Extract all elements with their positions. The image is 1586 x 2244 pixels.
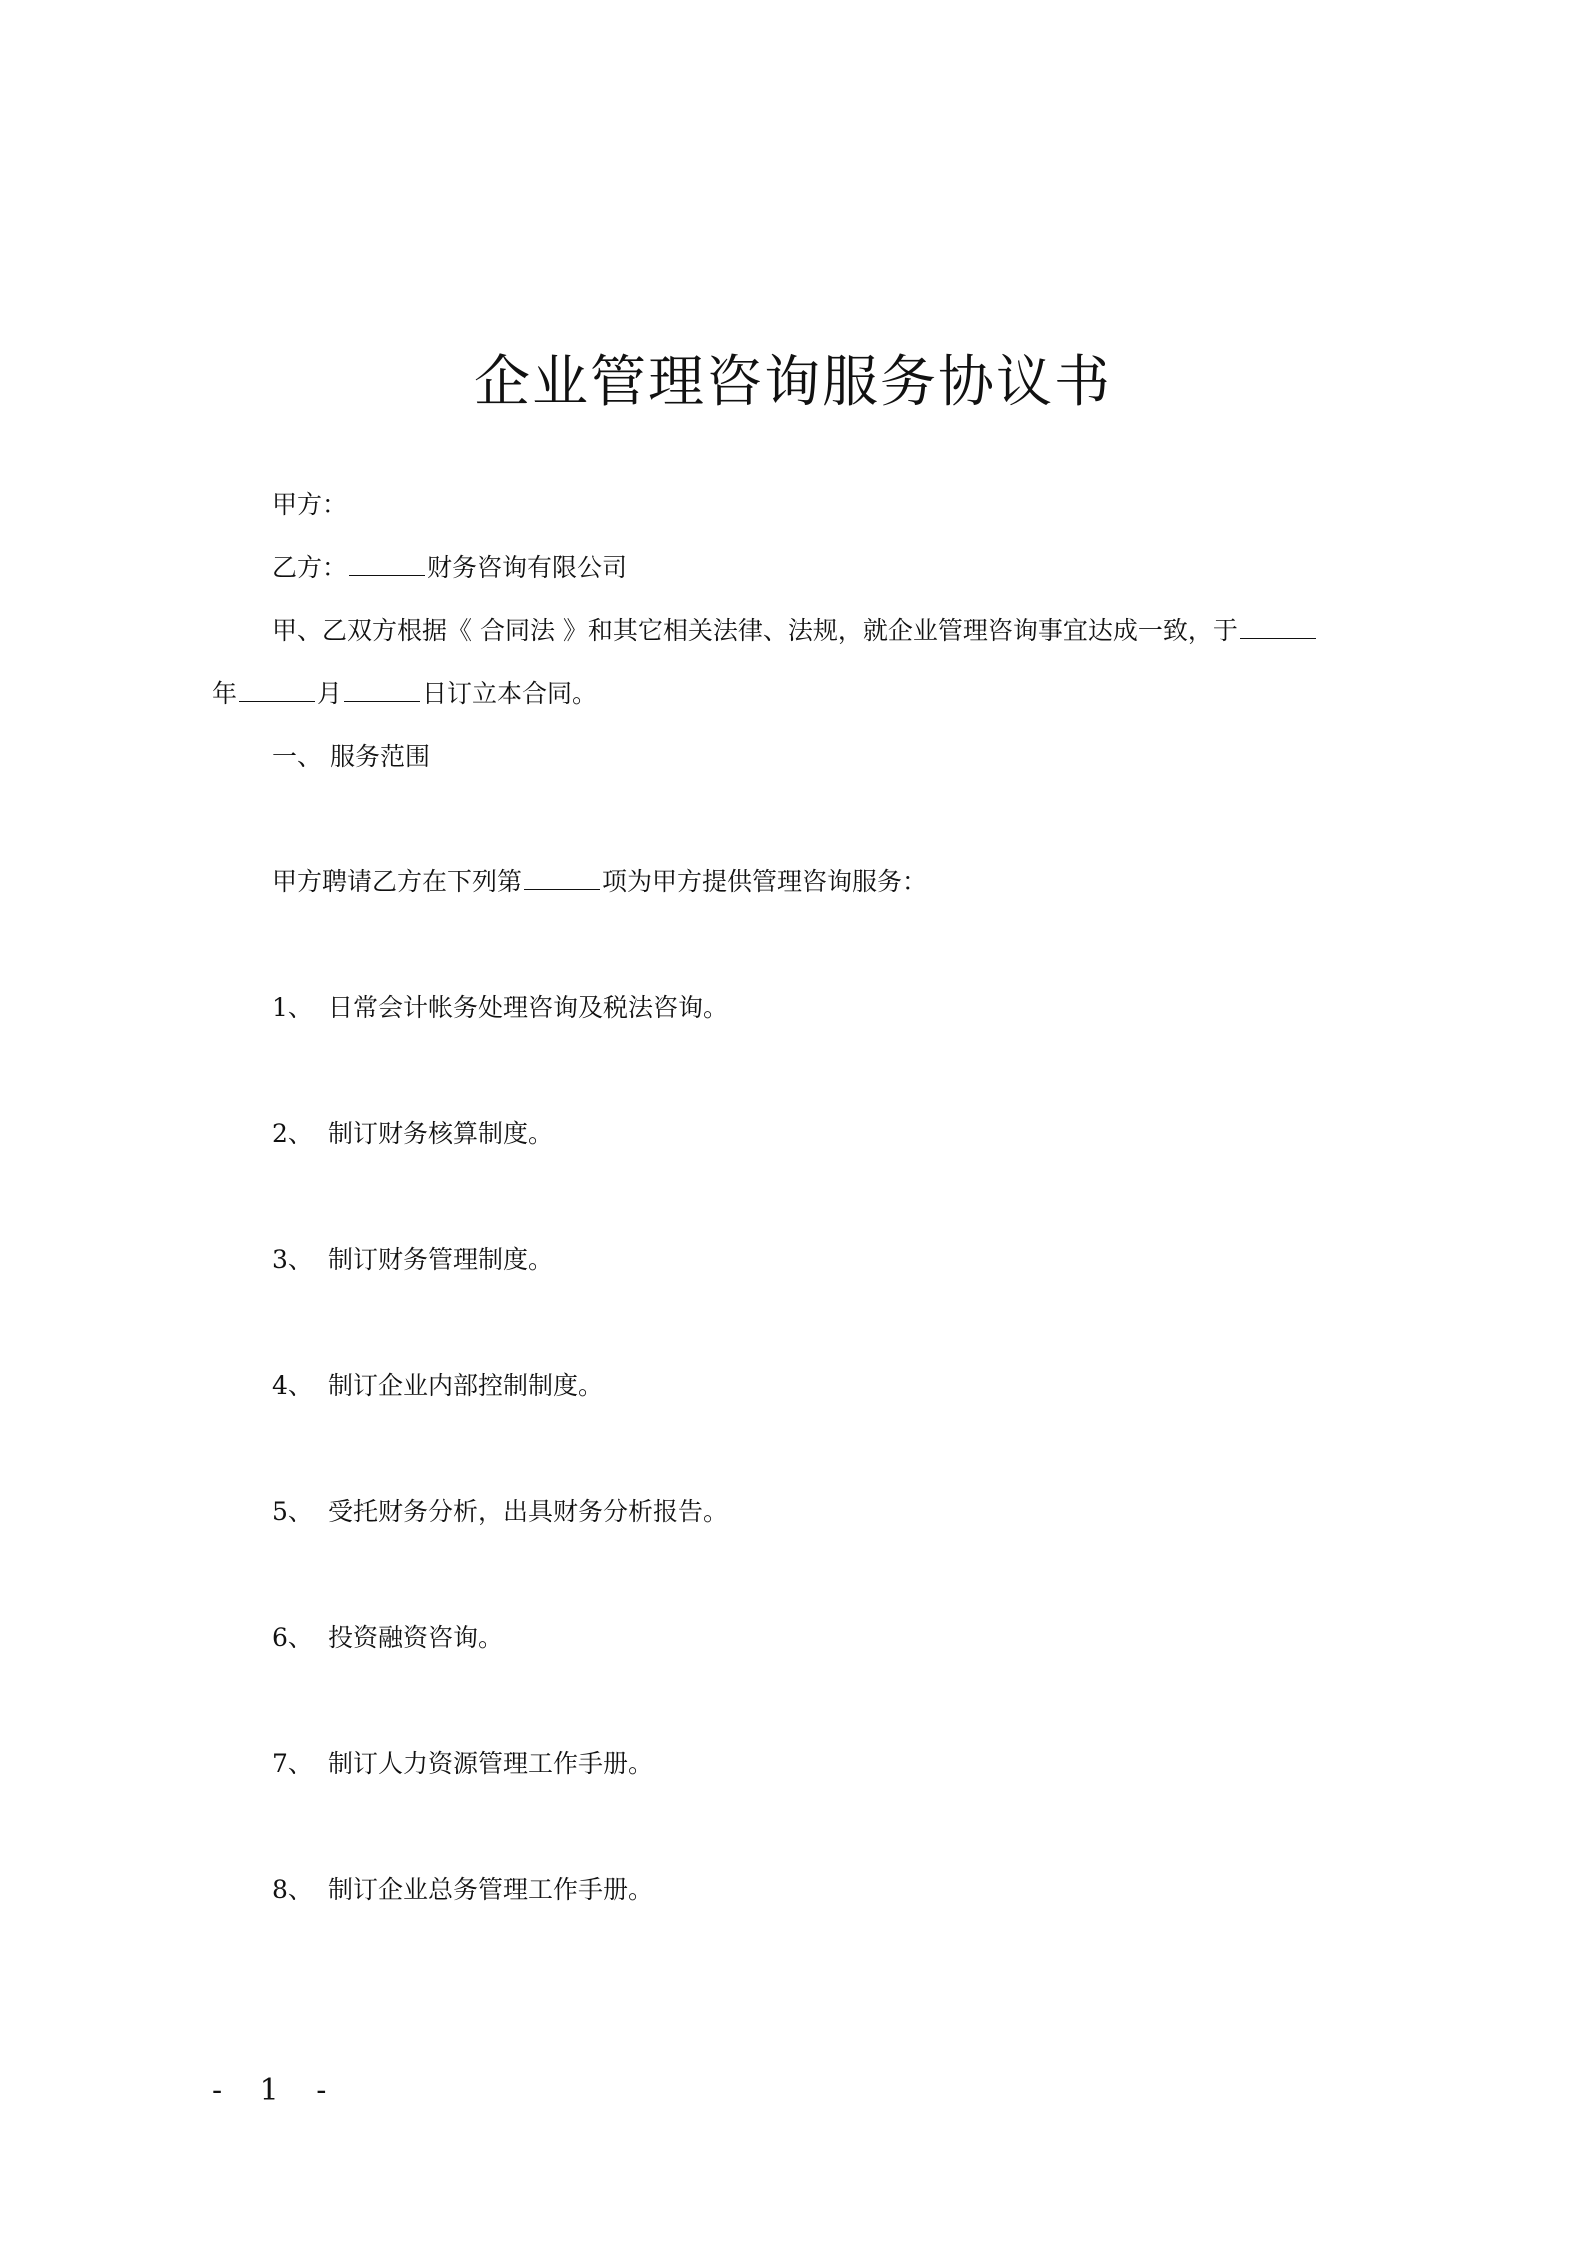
item-text: 制订财务核算制度。 [328, 1119, 554, 1148]
party-b-label: 乙方： [272, 553, 348, 582]
item-number: 1、 [272, 993, 313, 1022]
item-text: 受托财务分析，出具财务分析报告。 [328, 1497, 729, 1526]
item-count-blank [524, 888, 600, 890]
day-text: 日订立本合同。 [422, 679, 598, 708]
party-b-line [272, 548, 627, 584]
item-number: 4、 [272, 1371, 313, 1400]
party-b-company: 财务咨询有限公司 [427, 553, 628, 582]
hire-suffix: 项为甲方提供管理咨询服务： [602, 867, 928, 896]
date-blank-year [1240, 637, 1316, 639]
party-b-blank [349, 574, 425, 576]
date-blank-month [239, 700, 315, 702]
item-number: 3、 [272, 1245, 313, 1274]
intro-line-2 [212, 674, 597, 710]
party-a-label: 甲方： [272, 490, 348, 519]
page-number: - 1 - [212, 2073, 341, 2108]
item-text: 制订人力资源管理工作手册。 [328, 1749, 654, 1778]
party-a-line [272, 485, 347, 521]
item-text: 制订财务管理制度。 [328, 1245, 554, 1274]
intro-line-1 [272, 611, 1318, 647]
item-number: 7、 [272, 1749, 313, 1778]
hire-line [272, 862, 927, 898]
item-number: 5、 [272, 1497, 313, 1526]
list-item [272, 1492, 728, 1528]
list-item [272, 1618, 503, 1654]
item-text: 制订企业内部控制制度。 [328, 1371, 604, 1400]
list-item [272, 1744, 653, 1780]
list-item [272, 1114, 553, 1150]
month-label: 月 [317, 679, 343, 708]
item-text: 制订企业总务管理工作手册。 [328, 1875, 654, 1904]
list-item [272, 1366, 603, 1402]
item-number: 2、 [272, 1119, 313, 1148]
item-number: 6、 [272, 1623, 313, 1652]
date-blank-day [344, 700, 420, 702]
list-item [272, 1240, 553, 1276]
list-item [272, 1870, 653, 1906]
item-number: 8、 [272, 1875, 313, 1904]
hire-prefix: 甲方聘请乙方在下列第 [272, 867, 523, 896]
list-item [272, 988, 728, 1024]
section-heading: 一、 服务范围 [272, 742, 430, 771]
document-title: 企业管理咨询服务协议书 [474, 350, 1112, 415]
intro-text: 甲、乙双方根据《 合同法 》和其它相关法律、法规，就企业管理咨询事宜达成一致，于 [272, 616, 1238, 645]
item-text: 日常会计帐务处理咨询及税法咨询。 [328, 993, 729, 1022]
year-label: 年 [212, 679, 238, 708]
item-text: 投资融资咨询。 [328, 1623, 504, 1652]
